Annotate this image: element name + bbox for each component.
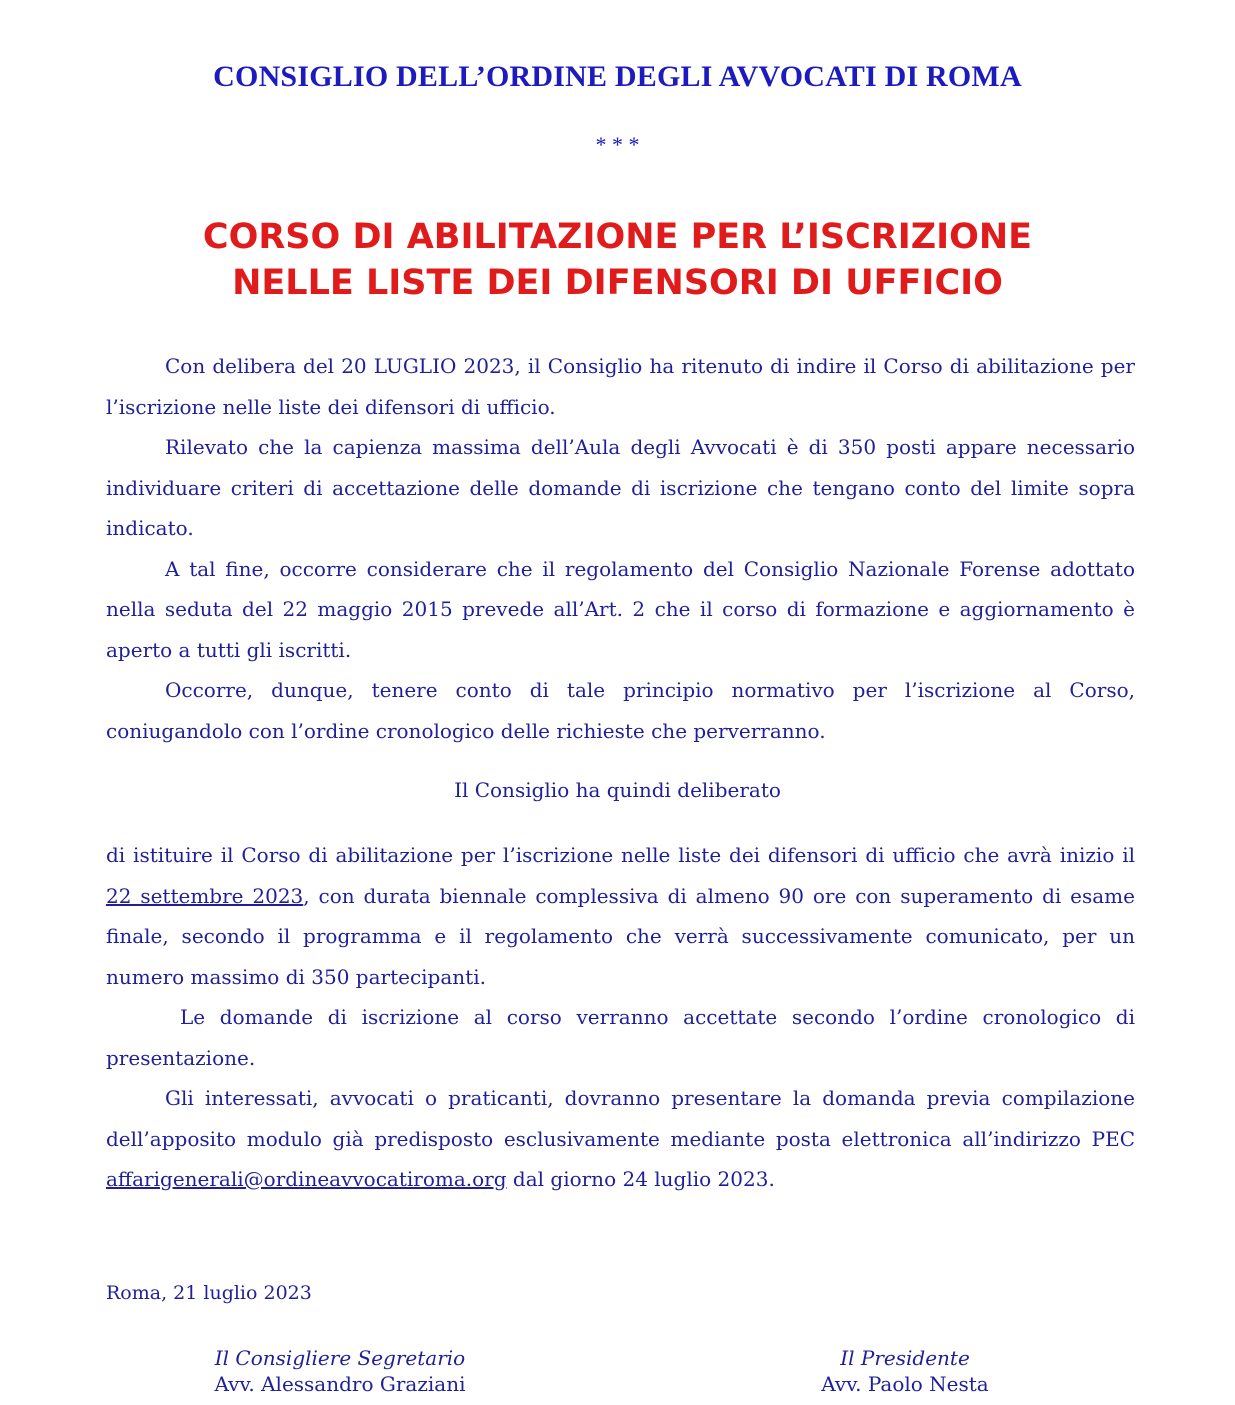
title-line-2: NELLE LISTE DEI DIFENSORI DI UFFICIO	[232, 263, 1003, 303]
secretary-role: Il Consigliere Segretario	[214, 1346, 466, 1370]
place-date: Roma, 21 luglio 2023	[106, 1282, 312, 1304]
intro-section	[106, 346, 1135, 751]
domanda-text: Gli interessati, avvocati o praticanti, dovranno presentare la domanda previa compilazione dell’apposito modulo già predisposto esclusivamente mediante posta elettronica all’indirizzo PEC	[106, 1086, 1135, 1151]
deliberation-heading: Il Consiglio ha quindi deliberato	[454, 778, 781, 802]
pec-email-link[interactable]: affarigenerali@ordineavvocatiroma.org	[106, 1167, 507, 1191]
president-role: Il Presidente	[840, 1346, 970, 1370]
organization-title: CONSIGLIO DELL’ORDINE DEGLI AVVOCATI DI ROMA	[213, 60, 1022, 93]
document-title	[0, 214, 1235, 306]
deliberation-section	[106, 835, 1135, 1200]
paragraph-capienza: Rilevato che la capienza massima dell’Aula degli Avvocati è di 350 posti appare necessario individuare criteri di accettazione delle domande di iscrizione che tengano conto del limite sopra indicato.	[106, 435, 1135, 540]
secretary-name: Avv. Alessandro Graziani	[214, 1372, 466, 1396]
signature-president	[765, 1345, 1045, 1397]
paragraph-accettazione: Le domande di iscrizione al corso verranno accettate secondo l’ordine cronologico di presentazione.	[106, 1005, 1135, 1070]
paragraph-delibera: Con delibera del 20 LUGLIO 2023, il Consiglio ha ritenuto di indire il Corso di abilitazione per l’iscrizione nelle liste dei difensori di ufficio.	[106, 354, 1135, 419]
paragraph-regolamento: A tal fine, occorre considerare che il regolamento del Consiglio Nazionale Forense adottato nella seduta del 22 maggio 2015 prevede all’Art. 2 che il corso di formazione e aggiornamento è aperto a tutti gli iscritti.	[106, 556, 1135, 662]
istituzione-text: di istituire il Corso di abilitazione per l’iscrizione nelle liste dei difensori di ufficio che avrà inizio il	[106, 843, 1135, 867]
paragraph-principio: Occorre, dunque, tenere conto di tale principio normativo per l’iscrizione al Corso, coniugandolo con l’ordine cronologico delle richieste che perverranno.	[106, 678, 1135, 743]
president-name: Avv. Paolo Nesta	[821, 1372, 989, 1396]
start-date: 22 settembre 2023	[106, 883, 304, 908]
paragraph-istituzione	[106, 835, 1135, 997]
signature-secretary	[180, 1345, 500, 1397]
separator: * * *	[595, 132, 640, 157]
domanda-text-cont: dal giorno 24 luglio 2023.	[506, 1167, 775, 1191]
istituzione-text-cont: , con durata biennale complessiva di almeno 90 ore con superamento di esame finale, secondo il programma e il regolamento che verrà successivamente comunicato, per un numero massimo di 350 partecipanti.	[106, 883, 1135, 989]
title-line-1: CORSO DI ABILITAZIONE PER L’ISCRIZIONE	[202, 217, 1033, 257]
paragraph-domanda	[106, 1078, 1135, 1200]
